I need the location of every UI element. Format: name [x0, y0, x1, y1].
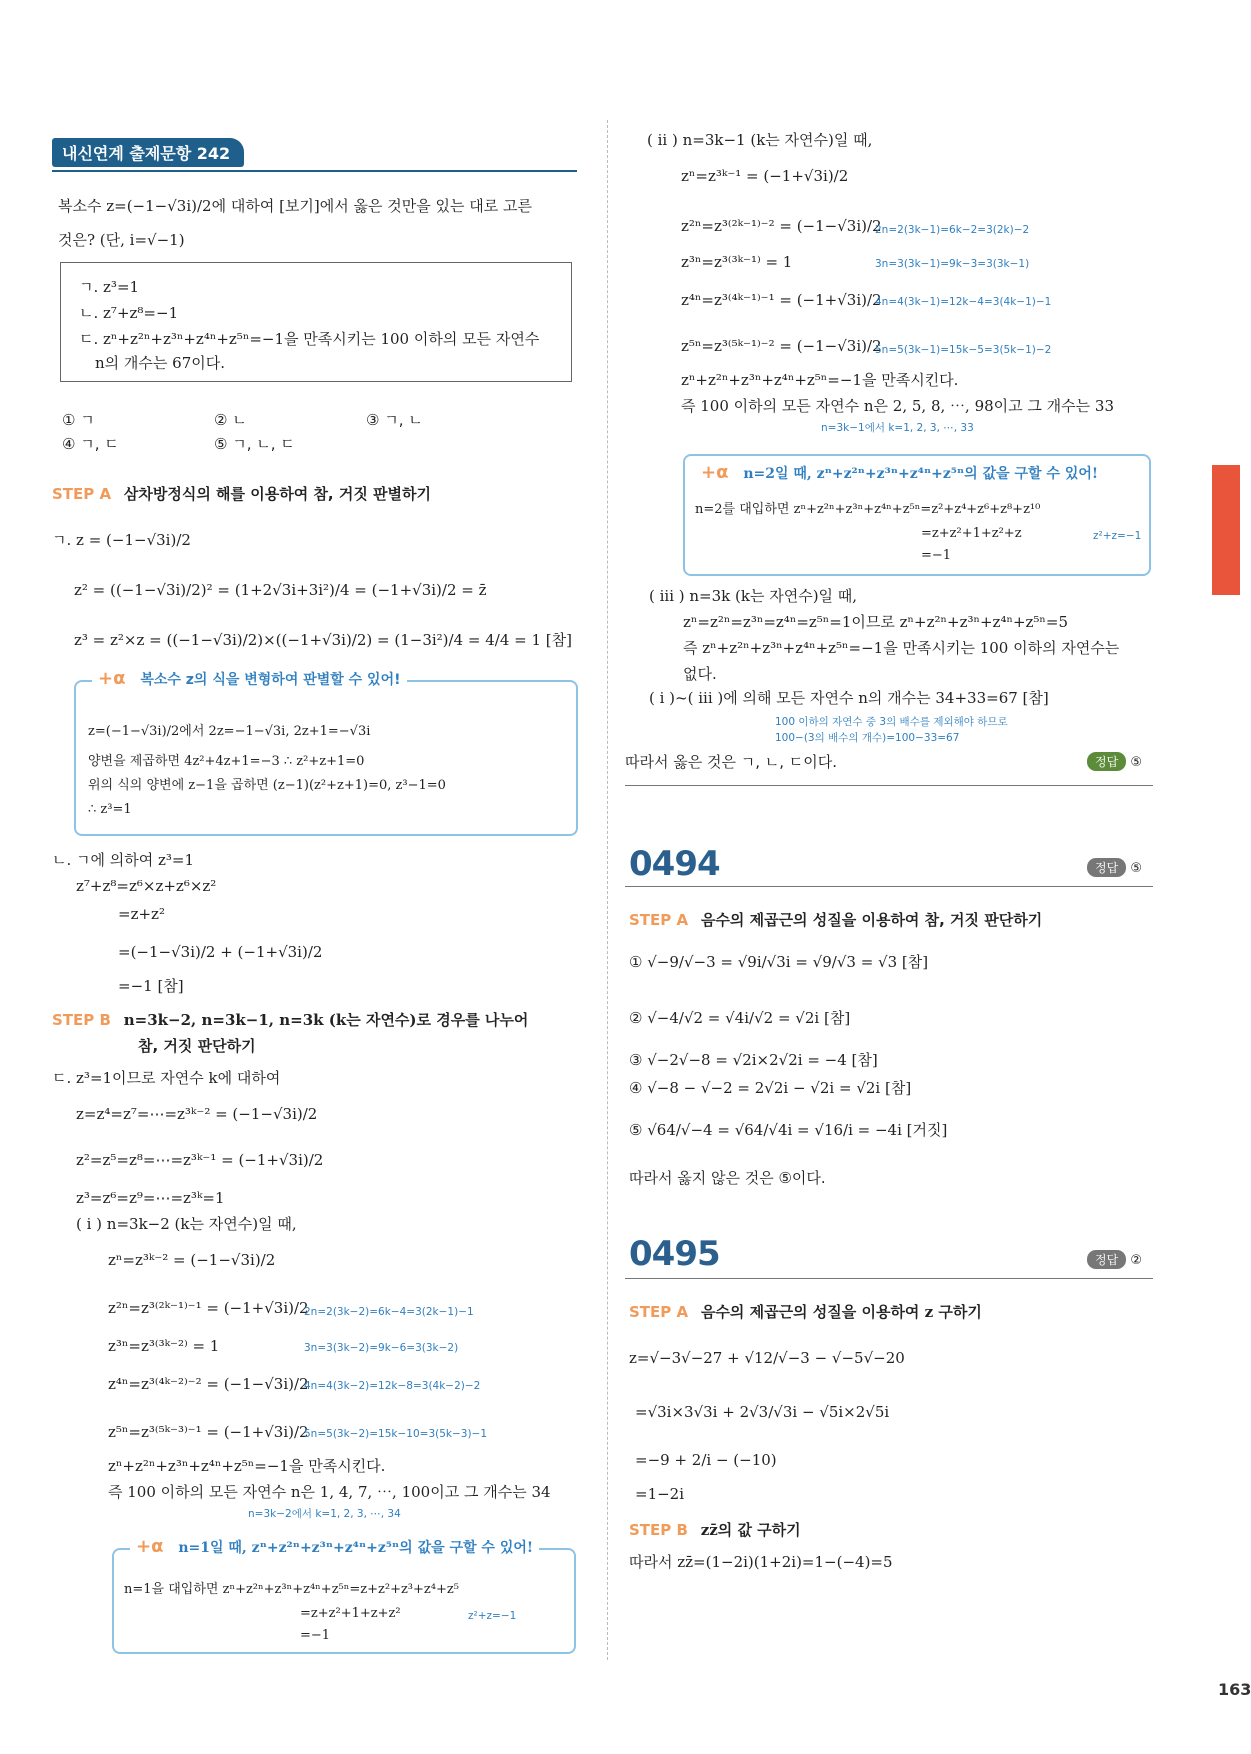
step-label: STEP A [52, 485, 112, 503]
math-line: ( iii ) n=3k (k는 자연수)일 때, [649, 587, 858, 605]
step-label: STEP B [52, 1011, 111, 1029]
math-line: ⑤ √64/√−4 = √64/√4i = √16/i = −4i [거짓] [629, 1121, 948, 1139]
math-line: ㄴ. ㄱ에 의하여 z³=1 [52, 851, 195, 869]
math-line: z² = ((−1−√3i)/2)² = (1+2√3i+3i²)/4 = (−1+√3i)/2 = z̄ [74, 581, 487, 599]
page-number: 163 [1218, 1680, 1251, 1699]
math-line: z⁵ⁿ=z³⁽⁵ᵏ⁻¹⁾⁻² = (−1−√3i)/2 [681, 337, 882, 355]
section-rule [52, 170, 577, 172]
chapter-tab [1212, 465, 1240, 595]
side-note: 5n=5(3k−1)=15k−5=3(5k−1)−2 [875, 344, 1052, 356]
side-note: n=3k−1에서 k=1, 2, 3, ⋯, 33 [821, 422, 974, 434]
math-line: =−1 [참] [118, 977, 184, 995]
problem-number: 0495 [629, 1234, 720, 1274]
answer-badge: 정답 [1087, 752, 1126, 771]
math-line: =1−2i [635, 1485, 685, 1503]
answer-495 [1087, 1250, 1142, 1269]
math-line: z=z⁴=z⁷=⋯=z³ᵏ⁻² = (−1−√3i)/2 [76, 1105, 318, 1123]
answer-494 [1087, 858, 1142, 877]
alpha-line: ∴ z³=1 [88, 802, 132, 817]
box-item: ㄷ. zⁿ+z²ⁿ+z³ⁿ+z⁴ⁿ+z⁵ⁿ=−1을 만족시키는 100 이하의 모든 자연수 [79, 330, 540, 348]
alpha-tip-title: n=2일 때, zⁿ+z²ⁿ+z³ⁿ+z⁴ⁿ+z⁵ⁿ의 값을 구할 수 있어! [743, 466, 1099, 482]
side-note: 100 이하의 자연수 중 3의 배수를 제외해야 하므로 [775, 716, 1008, 728]
answer-badge: 정답 [1087, 858, 1126, 877]
alpha-tip-head [701, 462, 1098, 483]
step-title: 음수의 제곱근의 성질을 이용하여 z 구하기 [700, 1303, 982, 1321]
problem-number: 0494 [629, 844, 720, 884]
side-note: 4n=4(3k−2)=12k−8=3(4k−2)−2 [304, 1380, 481, 1392]
question-line: 것은? (단, i=√−1) [58, 231, 185, 249]
choice: ① ㄱ [62, 411, 95, 429]
answer-242 [1087, 752, 1142, 771]
math-line: =−9 + 2/i − (−10) [635, 1451, 777, 1469]
alpha-tip-title: n=1일 때, zⁿ+z²ⁿ+z³ⁿ+z⁴ⁿ+z⁵ⁿ의 값을 구할 수 있어! [178, 1540, 534, 1556]
math-line: ① √−9/√−3 = √9i/√3i = √9/√3 = √3 [참] [629, 953, 929, 971]
math-line: =(−1−√3i)/2 + (−1+√3i)/2 [118, 943, 323, 961]
side-note: z²+z=−1 [468, 1610, 517, 1622]
alpha-tip-title: 복소수 z의 식을 변형하여 판별할 수 있어! [140, 672, 401, 688]
conclusion: 따라서 옳은 것은 ㄱ, ㄴ, ㄷ이다. [625, 753, 838, 771]
math-line: z³ⁿ=z³⁽³ᵏ⁻²⁾ = 1 [108, 1337, 220, 1355]
math-line: z³ = z²×z = ((−1−√3i)/2)×((−1+√3i)/2) = (1−3i²)/4 = 4/4 = 1 [참] [74, 631, 572, 649]
math-line: 따라서 옳지 않은 것은 ⑤이다. [629, 1169, 826, 1187]
step-label: STEP A [629, 911, 689, 929]
column-divider [607, 120, 608, 1660]
math-line: ㄷ. z³=1이므로 자연수 k에 대하여 [52, 1069, 281, 1087]
step-label: STEP B [629, 1521, 688, 1539]
step-a-heading [52, 484, 431, 504]
answer-value: ⑤ [1130, 861, 1142, 876]
math-line: z⁴ⁿ=z³⁽⁴ᵏ⁻²⁾⁻² = (−1−√3i)/2 [108, 1375, 309, 1393]
math-line: z²ⁿ=z³⁽²ᵏ⁻¹⁾⁻¹ = (−1+√3i)/2 [108, 1299, 309, 1317]
plus-alpha-icon: +α [701, 462, 729, 483]
math-line: 따라서 zz̄=(1−2i)(1+2i)=1−(−4)=5 [629, 1553, 893, 1571]
math-line: z²ⁿ=z³⁽²ᵏ⁻¹⁾⁻² = (−1−√3i)/2 [681, 217, 882, 235]
math-line: 없다. [683, 665, 717, 683]
math-line: ㄱ. z = (−1−√3i)/2 [52, 531, 191, 549]
math-line: ( ii ) n=3k−1 (k는 자연수)일 때, [647, 131, 873, 149]
math-line: zⁿ+z²ⁿ+z³ⁿ+z⁴ⁿ+z⁵ⁿ=−1을 만족시킨다. [108, 1457, 386, 1475]
step-title-cont: 참, 거짓 판단하기 [138, 1037, 256, 1055]
math-line: =√3i×3√3i + 2√3/√3i − √5i×2√5i [635, 1403, 890, 1421]
step-title: 음수의 제곱근의 성질을 이용하여 참, 거짓 판단하기 [700, 911, 1043, 929]
choice: ② ㄴ [214, 411, 247, 429]
side-note: 5n=5(3k−2)=15k−10=3(5k−3)−1 [304, 1428, 488, 1440]
plus-alpha-icon: +α [98, 668, 126, 689]
side-note: 2n=2(3k−2)=6k−4=3(2k−1)−1 [304, 1306, 474, 1318]
alpha-line: n=1을 대입하면 zⁿ+z²ⁿ+z³ⁿ+z⁴ⁿ+z⁵ⁿ=z+z²+z³+z⁴+z⁵ [124, 1582, 459, 1597]
section-divider [625, 886, 1153, 887]
box-item: ㄴ. z⁷+z⁸=−1 [79, 304, 179, 322]
step-title: zz̄의 값 구하기 [700, 1521, 801, 1539]
side-note: 2n=2(3k−1)=6k−2=3(2k)−2 [875, 224, 1030, 236]
step-label: STEP A [629, 1303, 689, 1321]
math-line: z³=z⁶=z⁹=⋯=z³ᵏ=1 [76, 1189, 225, 1207]
math-line: ( i ) n=3k−2 (k는 자연수)일 때, [76, 1215, 297, 1233]
math-line: zⁿ+z²ⁿ+z³ⁿ+z⁴ⁿ+z⁵ⁿ=−1을 만족시킨다. [681, 371, 959, 389]
math-line: =z+z² [118, 905, 165, 923]
alpha-tip-head [130, 1536, 539, 1557]
answer-badge: 정답 [1087, 1250, 1126, 1269]
box-item: n의 개수는 67이다. [95, 354, 225, 372]
math-line: z²=z⁵=z⁸=⋯=z³ᵏ⁻¹ = (−1+√3i)/2 [76, 1151, 324, 1169]
box-item: ㄱ. z³=1 [79, 278, 140, 296]
step-heading [629, 1302, 982, 1322]
section-tag: 내신연계 출제문항 242 [52, 138, 244, 167]
math-line: ② √−4/√2 = √4i/√2 = √2i [참] [629, 1009, 851, 1027]
side-note: n=3k−2에서 k=1, 2, 3, ⋯, 34 [248, 1508, 401, 1520]
math-line: ④ √−8 − √−2 = 2√2i − √2i = √2i [참] [629, 1079, 912, 1097]
answer-value: ② [1130, 1253, 1142, 1268]
math-line: 즉 100 이하의 모든 자연수 n은 1, 4, 7, ⋯, 100이고 그 개수는 34 [108, 1483, 551, 1501]
math-line: z⁷+z⁸=z⁶×z+z⁶×z² [76, 877, 217, 895]
math-line: 즉 zⁿ+z²ⁿ+z³ⁿ+z⁴ⁿ+z⁵ⁿ=−1을 만족시키는 100 이하의 자연수는 [683, 639, 1120, 657]
choice: ④ ㄱ, ㄷ [62, 435, 119, 453]
alpha-line: =−1 [300, 1628, 331, 1643]
step-title: n=3k−2, n=3k−1, n=3k (k는 자연수)로 경우를 나누어 [123, 1011, 529, 1029]
math-line: ③ √−2√−8 = √2i×2√2i = −4 [참] [629, 1051, 878, 1069]
choices-box [60, 262, 572, 382]
alpha-line: 위의 식의 양변에 z−1을 곱하면 (z−1)(z²+z+1)=0, z³−1=0 [88, 778, 446, 793]
section-divider [625, 785, 1153, 786]
step-title: 삼차방정식의 해를 이용하여 참, 거짓 판별하기 [123, 485, 432, 503]
side-note: 3n=3(3k−2)=9k−6=3(3k−2) [304, 1342, 459, 1354]
alpha-tip-box [112, 1536, 576, 1654]
alpha-tip-head [92, 668, 407, 689]
alpha-line: n=2를 대입하면 zⁿ+z²ⁿ+z³ⁿ+z⁴ⁿ+z⁵ⁿ=z²+z⁴+z⁶+z⁸+z¹⁰ [695, 502, 1041, 517]
math-line: zⁿ=z³ᵏ⁻² = (−1−√3i)/2 [108, 1251, 276, 1269]
plus-alpha-icon: +α [136, 1536, 164, 1557]
step-heading [629, 910, 1042, 930]
step-b-heading [52, 1010, 528, 1030]
side-note: 3n=3(3k−1)=9k−3=3(3k−1) [875, 258, 1030, 270]
choice: ③ ㄱ, ㄴ [366, 411, 423, 429]
alpha-line: =z+z²+1+z+z² [300, 1606, 401, 1621]
side-note: 100−(3의 배수의 개수)=100−33=67 [775, 732, 960, 744]
math-line: 즉 100 이하의 모든 자연수 n은 2, 5, 8, ⋯, 98이고 그 개수는 33 [681, 397, 1114, 415]
step-heading [629, 1520, 801, 1540]
math-line: z⁴ⁿ=z³⁽⁴ᵏ⁻¹⁾⁻¹ = (−1+√3i)/2 [681, 291, 882, 309]
math-line: z=√−3√−27 + √12/√−3 − √−5√−20 [629, 1349, 905, 1367]
alpha-tip-box [74, 668, 578, 836]
question-line: 복소수 z=(−1−√3i)/2에 대하여 [보기]에서 옳은 것만을 있는 대로 고른 [58, 197, 532, 215]
side-note: z²+z=−1 [1093, 530, 1142, 542]
side-note: 4n=4(3k−1)=12k−4=3(4k−1)−1 [875, 296, 1052, 308]
math-line: zⁿ=z²ⁿ=z³ⁿ=z⁴ⁿ=z⁵ⁿ=1이므로 zⁿ+z²ⁿ+z³ⁿ+z⁴ⁿ+z⁵ⁿ=5 [683, 613, 1069, 631]
choice: ⑤ ㄱ, ㄴ, ㄷ [214, 435, 295, 453]
alpha-line: 양변을 제곱하면 4z²+4z+1=−3 ∴ z²+z+1=0 [88, 754, 365, 769]
alpha-tip-box [683, 454, 1151, 576]
alpha-line: =−1 [921, 548, 952, 563]
math-line: z³ⁿ=z³⁽³ᵏ⁻¹⁾ = 1 [681, 253, 793, 271]
answer-value: ⑤ [1130, 755, 1142, 770]
section-divider [625, 1278, 1153, 1279]
alpha-line: z=(−1−√3i)/2에서 2z=−1−√3i, 2z+1=−√3i [88, 724, 371, 739]
alpha-line: =z+z²+1+z²+z [921, 526, 1022, 541]
math-line: zⁿ=z³ᵏ⁻¹ = (−1+√3i)/2 [681, 167, 849, 185]
math-line: z⁵ⁿ=z³⁽⁵ᵏ⁻³⁾⁻¹ = (−1+√3i)/2 [108, 1423, 309, 1441]
math-line: ( i )~( iii )에 의해 모든 자연수 n의 개수는 34+33=67 [참] [649, 689, 1049, 707]
